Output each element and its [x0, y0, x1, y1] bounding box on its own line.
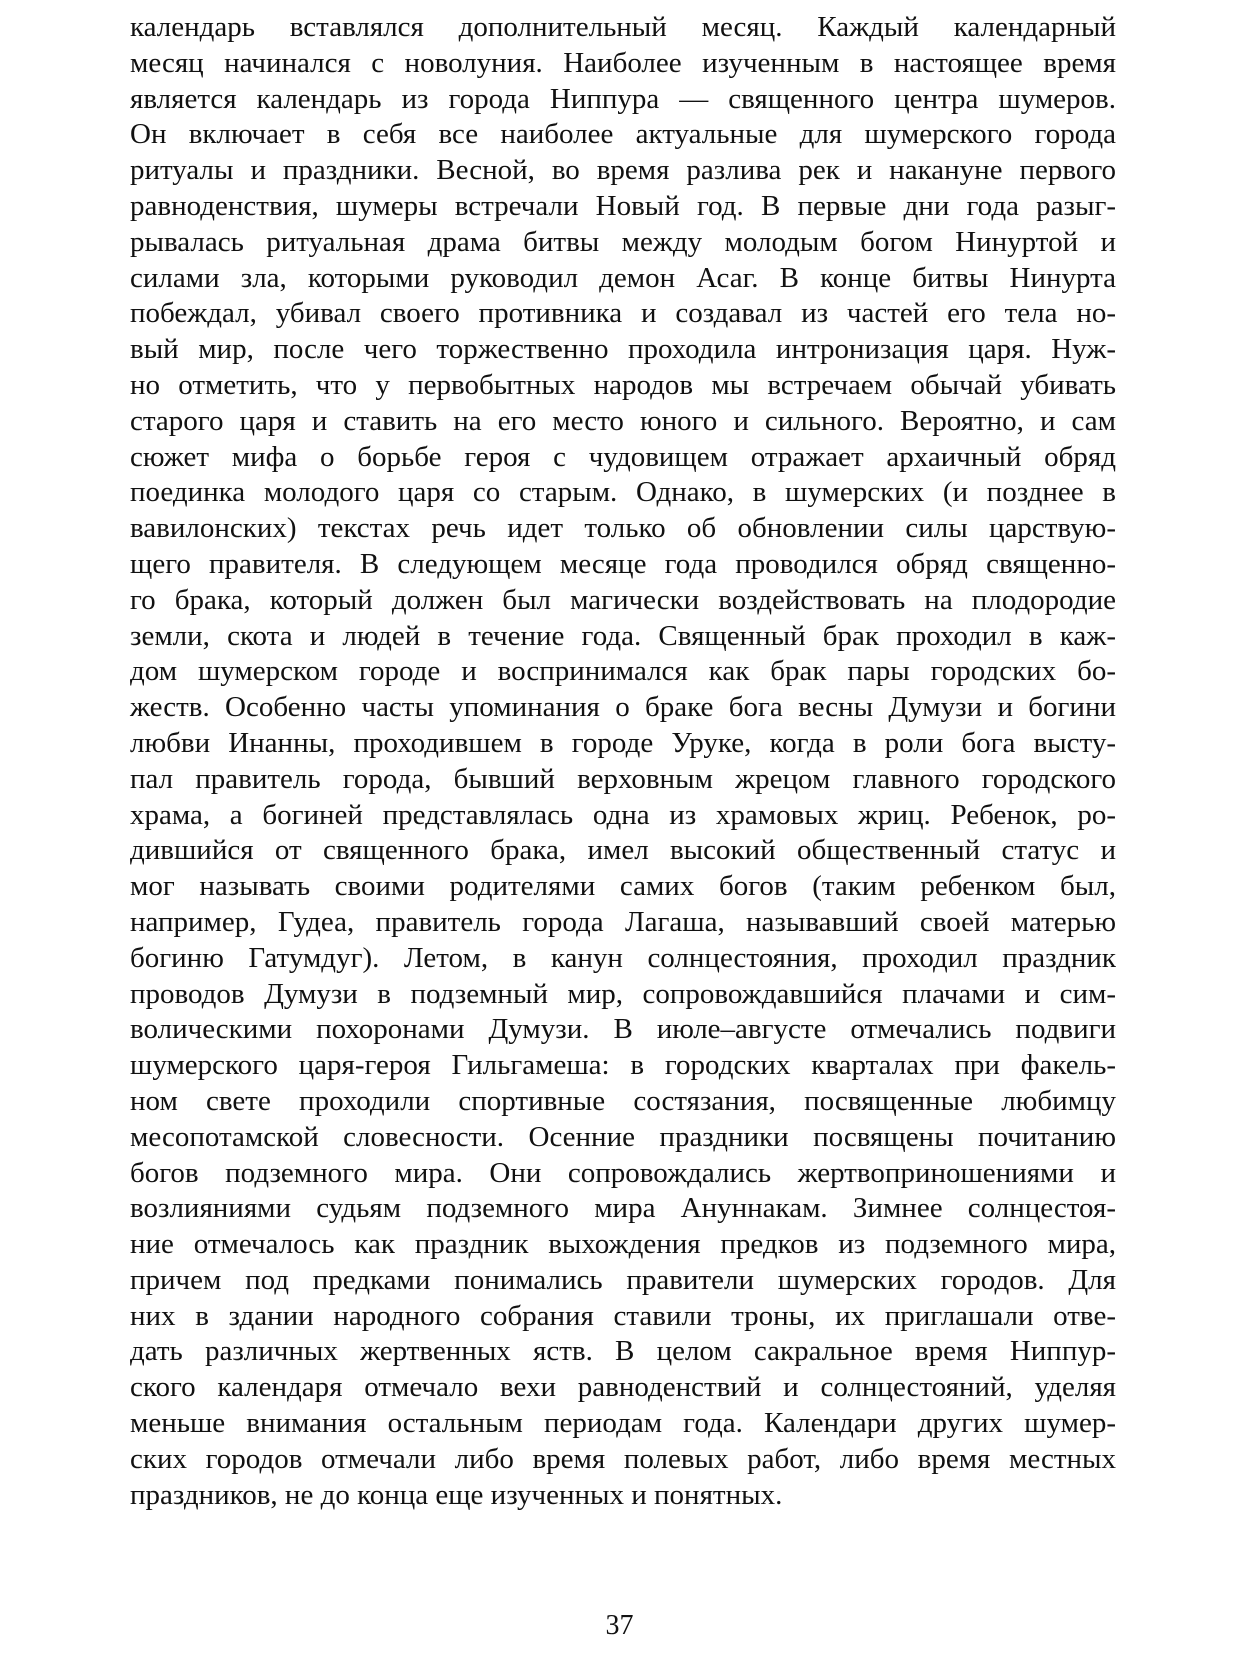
text-line: поединка молодого царя со старым. Однако, в шумерских (и позднее в — [130, 476, 1116, 509]
text-line: ритуалы и праздники. Весной, во время разлива рек и накануне первого — [130, 154, 1116, 187]
text-line: равноденствия, шумеры встречали Новый год. В первые дни года разыг- — [130, 189, 1116, 222]
body-text — [130, 10, 1116, 1513]
text-line: месопотамской словесности. Осенние праздники посвящены почитанию — [130, 1120, 1116, 1153]
text-line: шумерского царя-героя Гильгамеша: в городских кварталах при факель- — [130, 1049, 1116, 1082]
text-line: храма, а богиней представлялась одна из храмовых жриц. Ребенок, ро- — [130, 798, 1116, 831]
text-line: дать различных жертвенных яств. В целом сакральное время Ниппур- — [130, 1335, 1116, 1368]
text-line: волическими похоронами Думузи. В июле–августе отмечались подвиги — [130, 1013, 1116, 1046]
text-line: силами зла, которыми руководил демон Асаг. В конце битвы Нинурта — [130, 261, 1116, 294]
text-line: месяц начинался с новолуния. Наиболее изученным в настоящее время — [130, 46, 1116, 79]
text-line: ского календаря отмечало вехи равноденствий и солнцестояний, уделяя — [130, 1371, 1116, 1404]
text-line: дом шумерском городе и воспринимался как брак пары городских бо- — [130, 655, 1116, 688]
text-line: календарь вставлялся дополнительный месяц. Каждый календарный — [130, 11, 1116, 43]
text-line: сюжет мифа о борьбе героя с чудовищем отражает архаичный обряд — [130, 440, 1116, 473]
text-line: щего правителя. В следующем месяце года проводился обряд священно- — [130, 547, 1116, 580]
text-line: ние отмечалось как праздник выхождения предков из подземного мира, — [130, 1228, 1116, 1261]
text-line: Он включает в себя все наиболее актуальные для шумерского города — [130, 118, 1116, 151]
text-line: жеств. Особенно часты упоминания о браке бога весны Думузи и богини — [130, 691, 1116, 724]
text-line: рывалась ритуальная драма битвы между молодым богом Нинуртой и — [130, 225, 1116, 258]
text-line: них в здании народного собрания ставили троны, их приглашали отве- — [130, 1299, 1116, 1332]
text-line: пал правитель города, бывший верховным жрецом главного городского — [130, 762, 1116, 795]
text-line: вый мир, после чего торжественно проходила интронизация царя. Нуж- — [130, 333, 1116, 366]
text-line: богиню Гатумдуг). Летом, в канун солнцестояния, проходил праздник — [130, 941, 1116, 974]
text-line: дившийся от священного брака, имел высокий общественный статус и — [130, 834, 1116, 867]
text-line: но отметить, что у первобытных народов мы встречаем обычай убивать — [130, 368, 1116, 401]
text-line: го брака, который должен был магически воздействовать на плодородие — [130, 583, 1116, 616]
text-line: ном свете проходили спортивные состязания, посвященные любимцу — [130, 1084, 1116, 1117]
text-line: старого царя и ставить на его место юного и сильного. Вероятно, и сам — [130, 404, 1116, 437]
text-line: земли, скота и людей в течение года. Священный брак проходил в каж- — [130, 619, 1116, 652]
text-line: мог называть своими родителями самих богов (таким ребенком был, — [130, 870, 1116, 903]
text-line: праздников, не до конца еще изученных и понятных. — [130, 1478, 783, 1511]
text-line: возлияниями судьям подземного мира Ануннакам. Зимнее солнцестоя- — [130, 1192, 1116, 1225]
text-line: например, Гудеа, правитель города Лагаша, называвший своей матерью — [130, 905, 1116, 938]
text-line: причем под предками понимались правители шумерских городов. Для — [130, 1263, 1116, 1296]
text-line: любви Инанны, проходившем в городе Уруке, когда в роли бога высту- — [130, 726, 1116, 759]
text-line: побеждал, убивал своего противника и создавал из частей его тела но- — [130, 297, 1116, 330]
text-line: проводов Думузи в подземный мир, сопровождавшийся плачами и сим- — [130, 977, 1116, 1010]
text-line: богов подземного мира. Они сопровождались жертвоприношениями и — [130, 1156, 1116, 1189]
text-line: является календарь из города Ниппура — священного центра шумеров. — [130, 82, 1116, 115]
text-line: меньше внимания остальным периодам года. Календари других шумер- — [130, 1407, 1116, 1440]
page-number: 37 — [605, 1610, 634, 1641]
text-line: ских городов отмечали либо время полевых работ, либо время местных — [130, 1442, 1116, 1475]
text-line: вавилонских) текстах речь идет только об обновлении силы царствую- — [130, 512, 1116, 545]
